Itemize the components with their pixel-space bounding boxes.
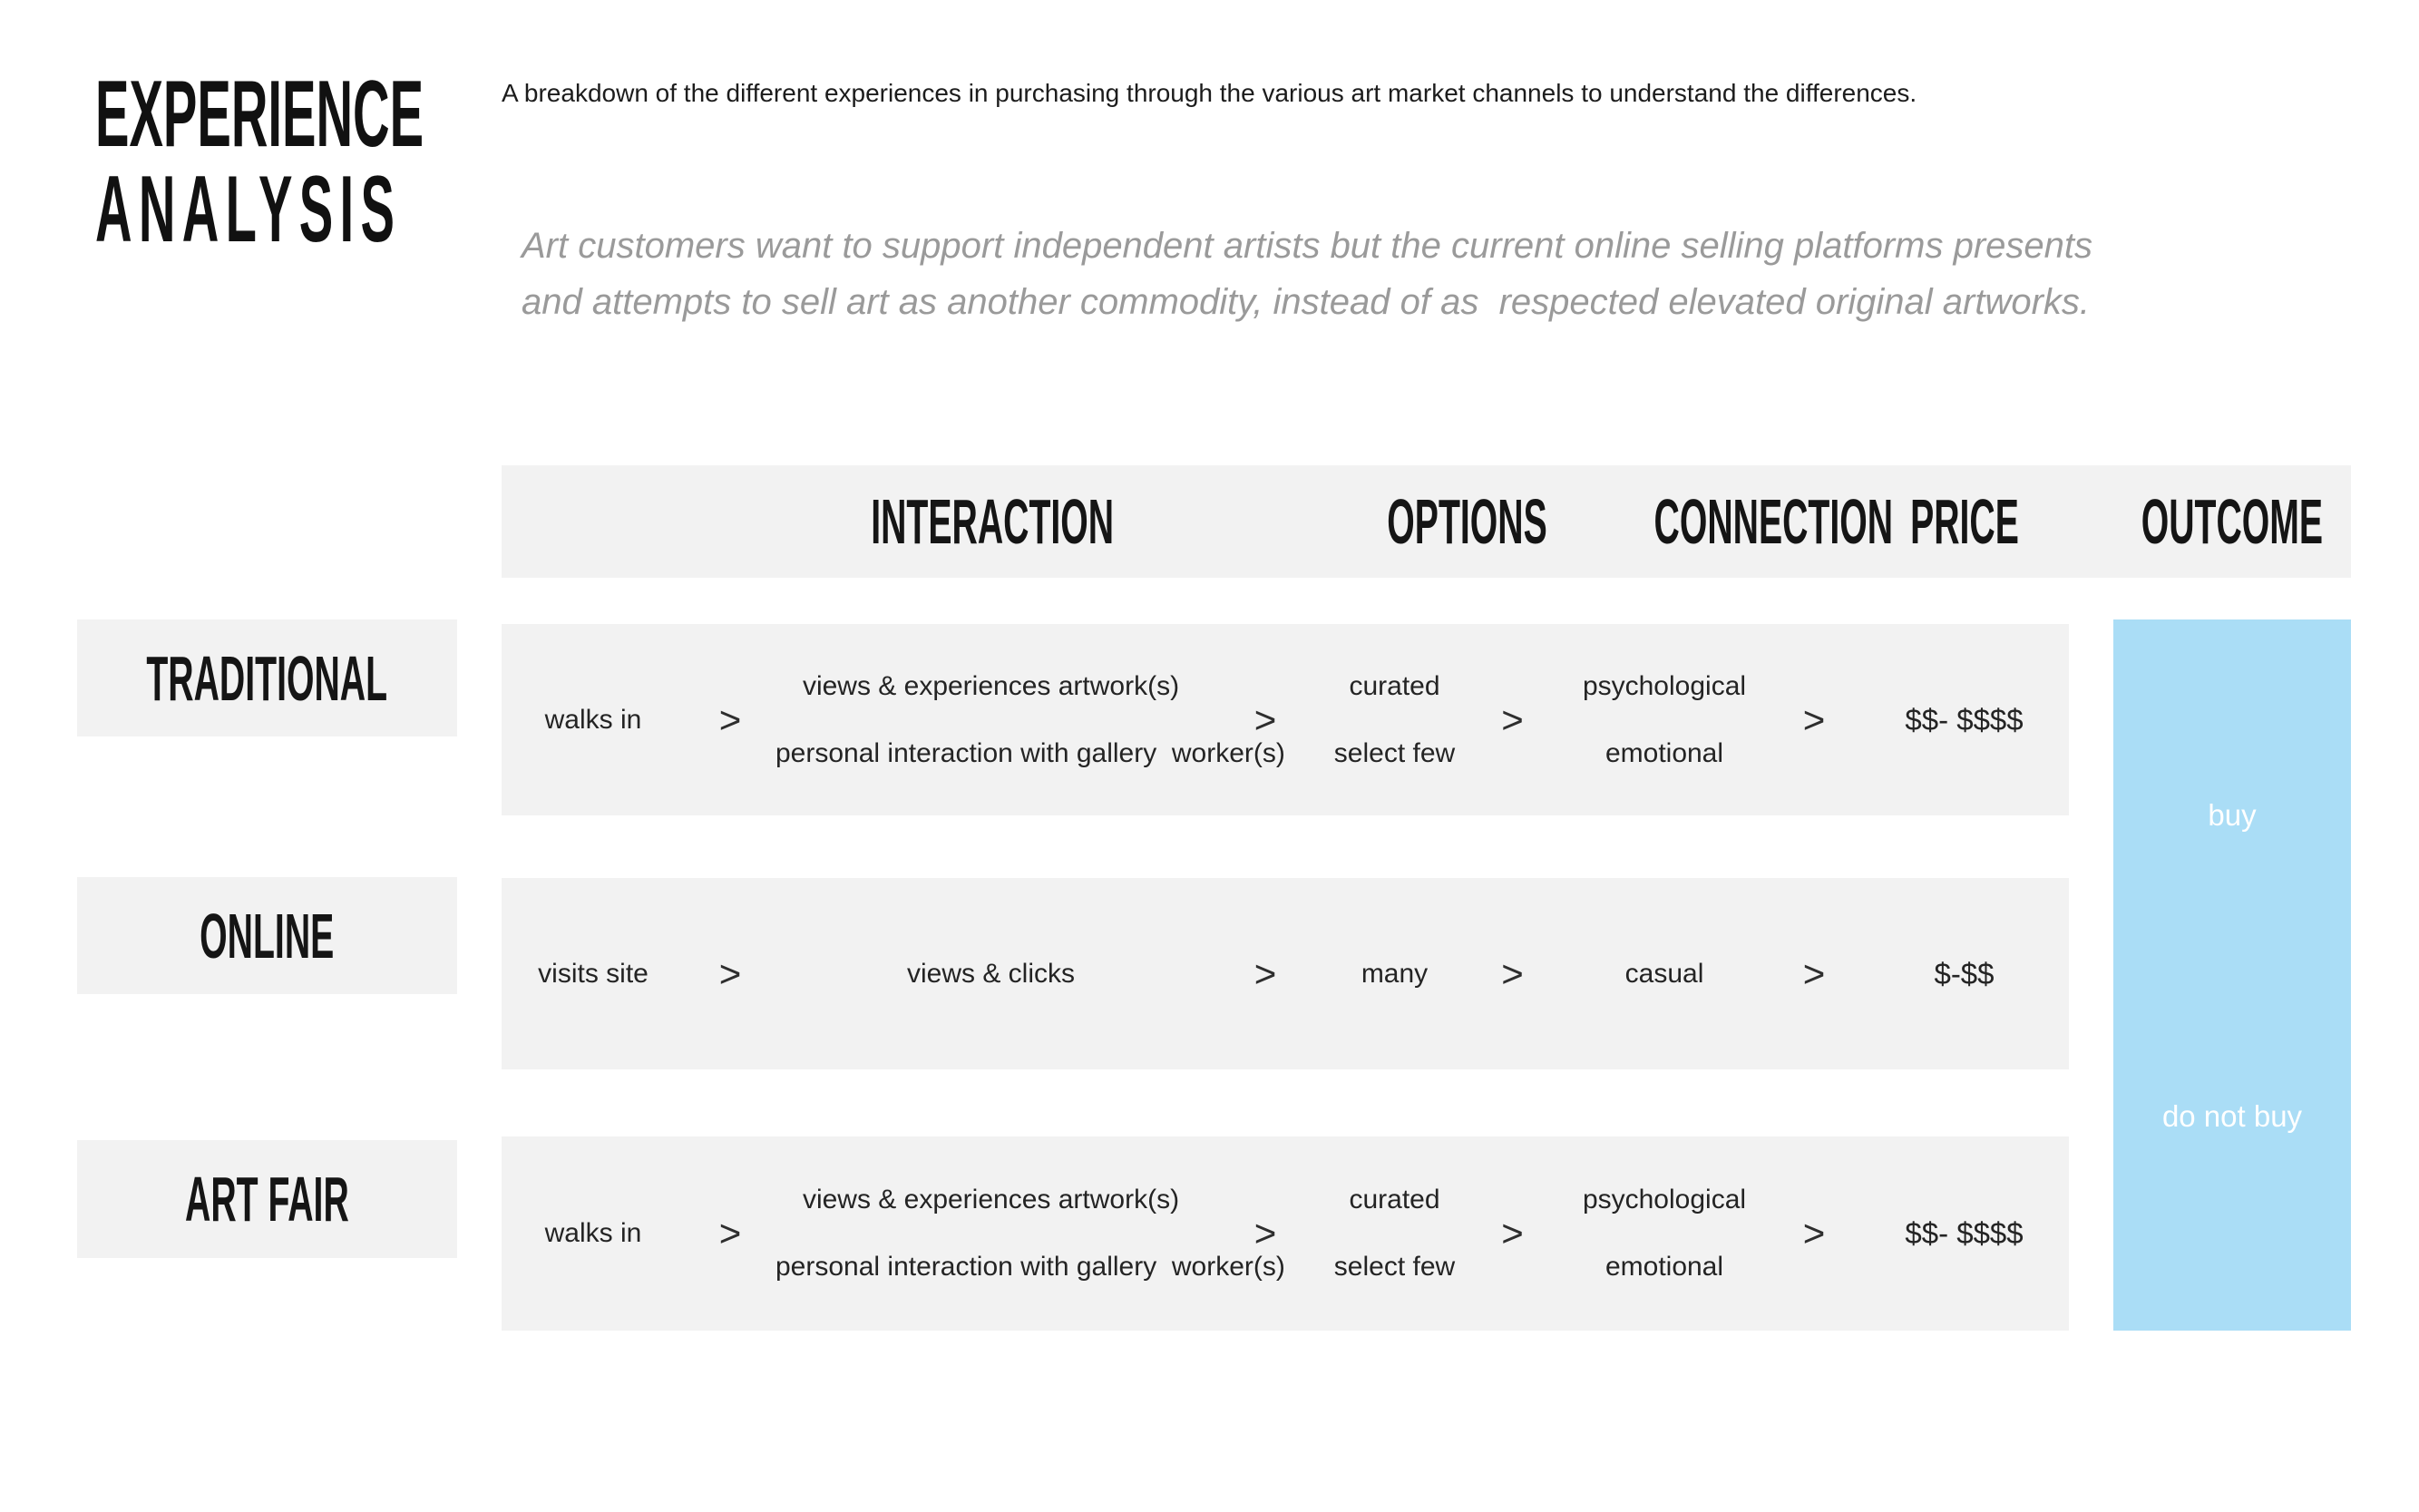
options-cell: curated select few bbox=[1333, 670, 1456, 768]
row-label-art-fair: ART FAIR bbox=[77, 1140, 457, 1258]
row-label-traditional: TRADITIONAL bbox=[77, 619, 457, 736]
quote-line-1: Art customers want to support independent artists but the current online selling platforms presents bbox=[522, 226, 2093, 266]
price-cell: $-$$ bbox=[1934, 956, 1995, 990]
arrow-separator: > bbox=[718, 1212, 742, 1254]
price-cell: $$- $$$$ bbox=[1905, 1216, 2024, 1250]
entry-cell: visits site bbox=[538, 958, 649, 989]
journey-row-art-fair bbox=[502, 1136, 2069, 1331]
arrow-separator: > bbox=[1802, 951, 1826, 995]
arrow-separator: > bbox=[1802, 1212, 1826, 1254]
outcome-column bbox=[2113, 619, 2351, 1331]
options-cell: many bbox=[1361, 958, 1429, 989]
outcome-buy-label: buy bbox=[2208, 798, 2257, 832]
connection-cell: psychological emotional bbox=[1582, 1185, 1747, 1282]
interaction-cell: views & clicks bbox=[906, 958, 1076, 989]
entry-cell: walks in bbox=[544, 704, 642, 735]
arrow-separator: > bbox=[718, 951, 742, 995]
interaction-cell: views & experiences artwork(s) personal interaction with gallery worker(s) bbox=[775, 1185, 1285, 1282]
interaction-cell: views & experiences artwork(s) personal interaction with gallery worker(s) bbox=[775, 670, 1285, 768]
arrow-separator: > bbox=[1501, 697, 1524, 741]
outcome-do-not-buy-label: do not buy bbox=[2161, 1099, 2303, 1133]
column-header-options: OPTIONS bbox=[1387, 486, 1547, 557]
arrow-separator: > bbox=[718, 697, 742, 741]
arrow-separator: > bbox=[1253, 1212, 1277, 1254]
entry-cell: walks in bbox=[544, 1218, 642, 1248]
options-cell: curated select few bbox=[1333, 1185, 1456, 1282]
row-label-online: ONLINE bbox=[77, 877, 457, 994]
price-cell: $$- $$$$ bbox=[1905, 702, 2024, 736]
arrow-separator: > bbox=[1802, 697, 1826, 741]
title-line-2: ANALYSIS bbox=[95, 157, 402, 262]
column-header-connection: CONNECTION bbox=[1653, 486, 1894, 557]
column-header-interaction: INTERACTION bbox=[871, 486, 1115, 557]
column-header-outcome: OUTCOME bbox=[2141, 486, 2324, 557]
table-header-bar bbox=[502, 465, 2351, 578]
arrow-separator: > bbox=[1253, 951, 1277, 995]
quote-line-2: and attempts to sell art as another commodity, instead of as respected elevated original artworks. bbox=[522, 282, 2091, 322]
quote-text bbox=[522, 218, 2092, 330]
connection-cell: casual bbox=[1624, 958, 1704, 989]
table-header-row bbox=[502, 465, 2069, 578]
description-text: A breakdown of the different experiences in purchasing through the various art market channels to understand the differences. bbox=[502, 79, 1917, 107]
journey-row-traditional bbox=[502, 624, 2069, 815]
column-header-price: PRICE bbox=[1909, 486, 2019, 557]
arrow-separator: > bbox=[1253, 697, 1277, 741]
title-line-1: EXPERIENCE bbox=[95, 62, 424, 167]
arrow-separator: > bbox=[1501, 1212, 1524, 1254]
journey-row-online bbox=[502, 878, 2069, 1069]
arrow-separator: > bbox=[1501, 951, 1524, 995]
connection-cell: psychological emotional bbox=[1582, 670, 1747, 768]
